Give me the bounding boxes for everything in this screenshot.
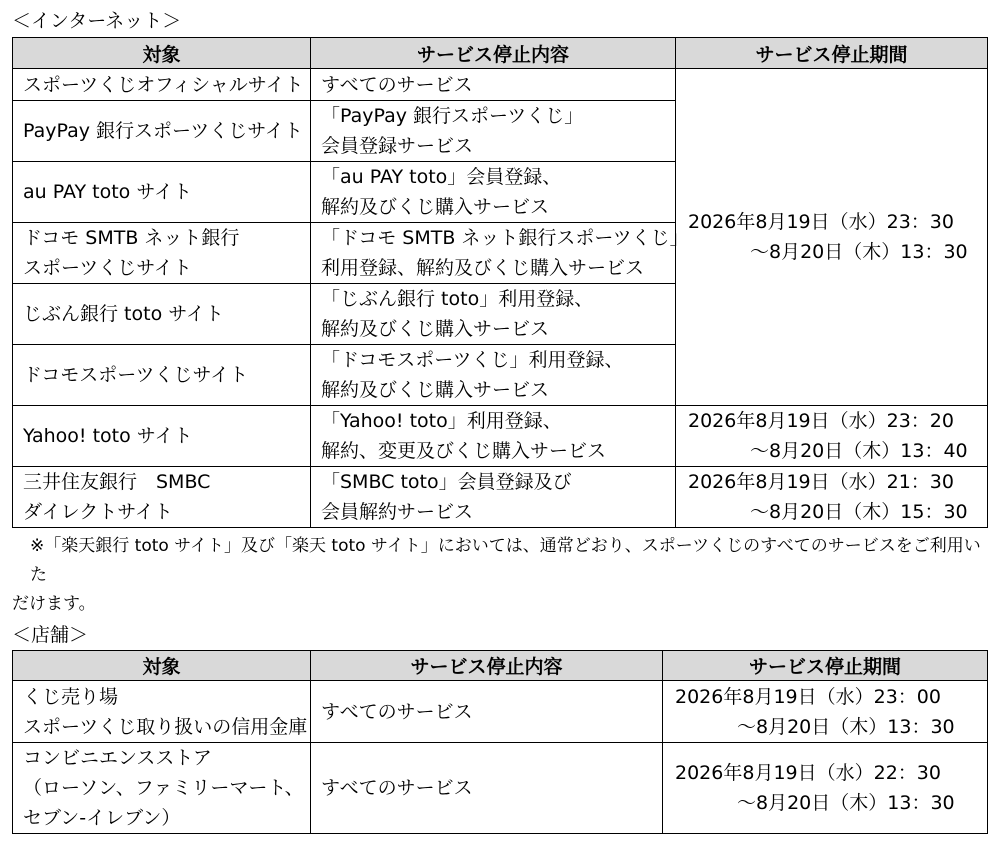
period-start: 2026年8月19日（水）23：20 xyxy=(688,410,954,432)
store-service-table xyxy=(12,650,988,834)
target-text: ダイレクトサイト xyxy=(23,501,173,523)
period-cell xyxy=(676,467,988,528)
content-text: 「Yahoo! toto」利用登録、 xyxy=(321,410,562,432)
target-cell xyxy=(13,406,311,467)
table-row xyxy=(13,69,988,101)
table-row xyxy=(13,467,988,528)
period-start: 2026年8月19日（水）23：00 xyxy=(675,685,941,708)
target-cell xyxy=(13,467,311,528)
content-text: すべてのサービス xyxy=(321,700,473,723)
target-text: スポーツくじオフィシャルサイト xyxy=(23,73,304,96)
header-content: サービス停止内容 xyxy=(311,651,663,681)
content-text: 「じぶん銀行 toto」利用登録、 xyxy=(321,288,594,310)
table-header-row xyxy=(13,38,988,69)
target-cell xyxy=(13,345,311,406)
target-text: PayPay 銀行スポーツくじサイト xyxy=(23,120,303,142)
target-text: Yahoo! toto サイト xyxy=(23,425,193,447)
target-cell xyxy=(13,743,311,834)
content-text: 「ドコモスポーツくじ」利用登録、 xyxy=(321,349,624,371)
header-content: サービス停止内容 xyxy=(311,38,676,69)
period-cell xyxy=(676,69,988,406)
content-cell xyxy=(311,284,676,345)
internet-service-table xyxy=(12,37,988,528)
content-text: 「SMBC toto」会員登録及び xyxy=(321,471,572,493)
content-cell xyxy=(311,406,676,467)
target-text: スポーツくじサイト xyxy=(23,257,192,279)
content-cell xyxy=(311,743,663,834)
period-end: ～8月20日（木）15：30 xyxy=(750,501,968,523)
header-period: サービス停止期間 xyxy=(676,38,988,69)
target-text: コンビニエンスストア xyxy=(23,747,212,769)
period-end: ～8月20日（木）13：40 xyxy=(750,440,968,462)
content-cell xyxy=(311,162,676,223)
target-text: スポーツくじ取り扱いの信用金庫 xyxy=(23,715,308,738)
period-end: ～8月20日（木）13：30 xyxy=(750,241,968,263)
table-row xyxy=(13,743,988,834)
period-start: 2026年8月19日（水）22：30 xyxy=(675,762,941,784)
target-text: じぶん銀行 toto サイト xyxy=(23,303,224,325)
period-cell xyxy=(676,406,988,467)
period-start: 2026年8月19日（水）23：30 xyxy=(688,211,954,233)
period-end: ～8月20日（木）13：30 xyxy=(737,715,955,738)
period-cell xyxy=(663,681,988,743)
internet-section-heading: ＜インターネット＞ xyxy=(12,10,182,32)
period-start: 2026年8月19日（水）21：30 xyxy=(688,471,954,493)
content-text: すべてのサービス xyxy=(321,73,473,96)
target-cell xyxy=(13,284,311,345)
period-cell xyxy=(663,743,988,834)
content-text: 解約及びくじ購入サービス xyxy=(321,379,550,401)
footnote xyxy=(12,532,992,619)
target-text: セブン‐イレブン） xyxy=(23,807,181,829)
target-text: 三井住友銀行 SMBC xyxy=(23,471,211,493)
header-target: 対象 xyxy=(13,38,311,69)
footnote-line: ※「楽天銀行 toto サイト」及び「楽天 toto サイト」においては、通常どおり、スポーツくじのすべてのサービスをご利用いた xyxy=(30,536,981,585)
content-text: 解約及びくじ購入サービス xyxy=(321,196,550,218)
content-cell xyxy=(311,223,689,284)
content-text: 「au PAY toto」会員登録、 xyxy=(321,166,562,188)
table-header-row xyxy=(13,651,988,681)
content-cell xyxy=(311,467,676,528)
target-text: ドコモスポーツくじサイト xyxy=(23,364,249,386)
content-cell xyxy=(311,101,676,162)
content-text: 会員登録サービス xyxy=(321,135,474,157)
table-row xyxy=(13,681,988,743)
store-section-heading: ＜店舗＞ xyxy=(12,624,89,646)
target-cell xyxy=(13,162,311,223)
header-period: サービス停止期間 xyxy=(663,651,988,681)
period-end: ～8月20日（木）13：30 xyxy=(737,792,955,814)
content-text: 「PayPay 銀行スポーツくじ」 xyxy=(321,105,584,127)
target-text: ドコモ SMTB ネット銀行 xyxy=(23,227,240,249)
target-text: くじ売り場 xyxy=(23,685,119,708)
content-text: 解約及びくじ購入サービス xyxy=(321,318,550,340)
target-text: au PAY toto サイト xyxy=(23,181,192,203)
content-text: 会員解約サービス xyxy=(321,501,474,523)
content-text: 利用登録、解約及びくじ購入サービス xyxy=(321,257,645,279)
table-row xyxy=(13,406,988,467)
target-cell xyxy=(13,223,311,284)
content-text: すべてのサービス xyxy=(321,777,473,799)
target-cell xyxy=(13,69,311,101)
target-text: （ローソン、ファミリーマート、 xyxy=(23,777,304,799)
content-cell xyxy=(311,681,663,743)
content-cell xyxy=(311,345,676,406)
footnote-line: だけます。 xyxy=(12,594,96,614)
content-text: 解約、変更及びくじ購入サービス xyxy=(321,440,607,462)
header-target: 対象 xyxy=(13,651,311,681)
content-text: 「ドコモ SMTB ネット銀行スポーツくじ」 xyxy=(321,227,689,249)
target-cell xyxy=(13,681,311,743)
content-cell xyxy=(311,69,676,101)
target-cell xyxy=(13,101,311,162)
